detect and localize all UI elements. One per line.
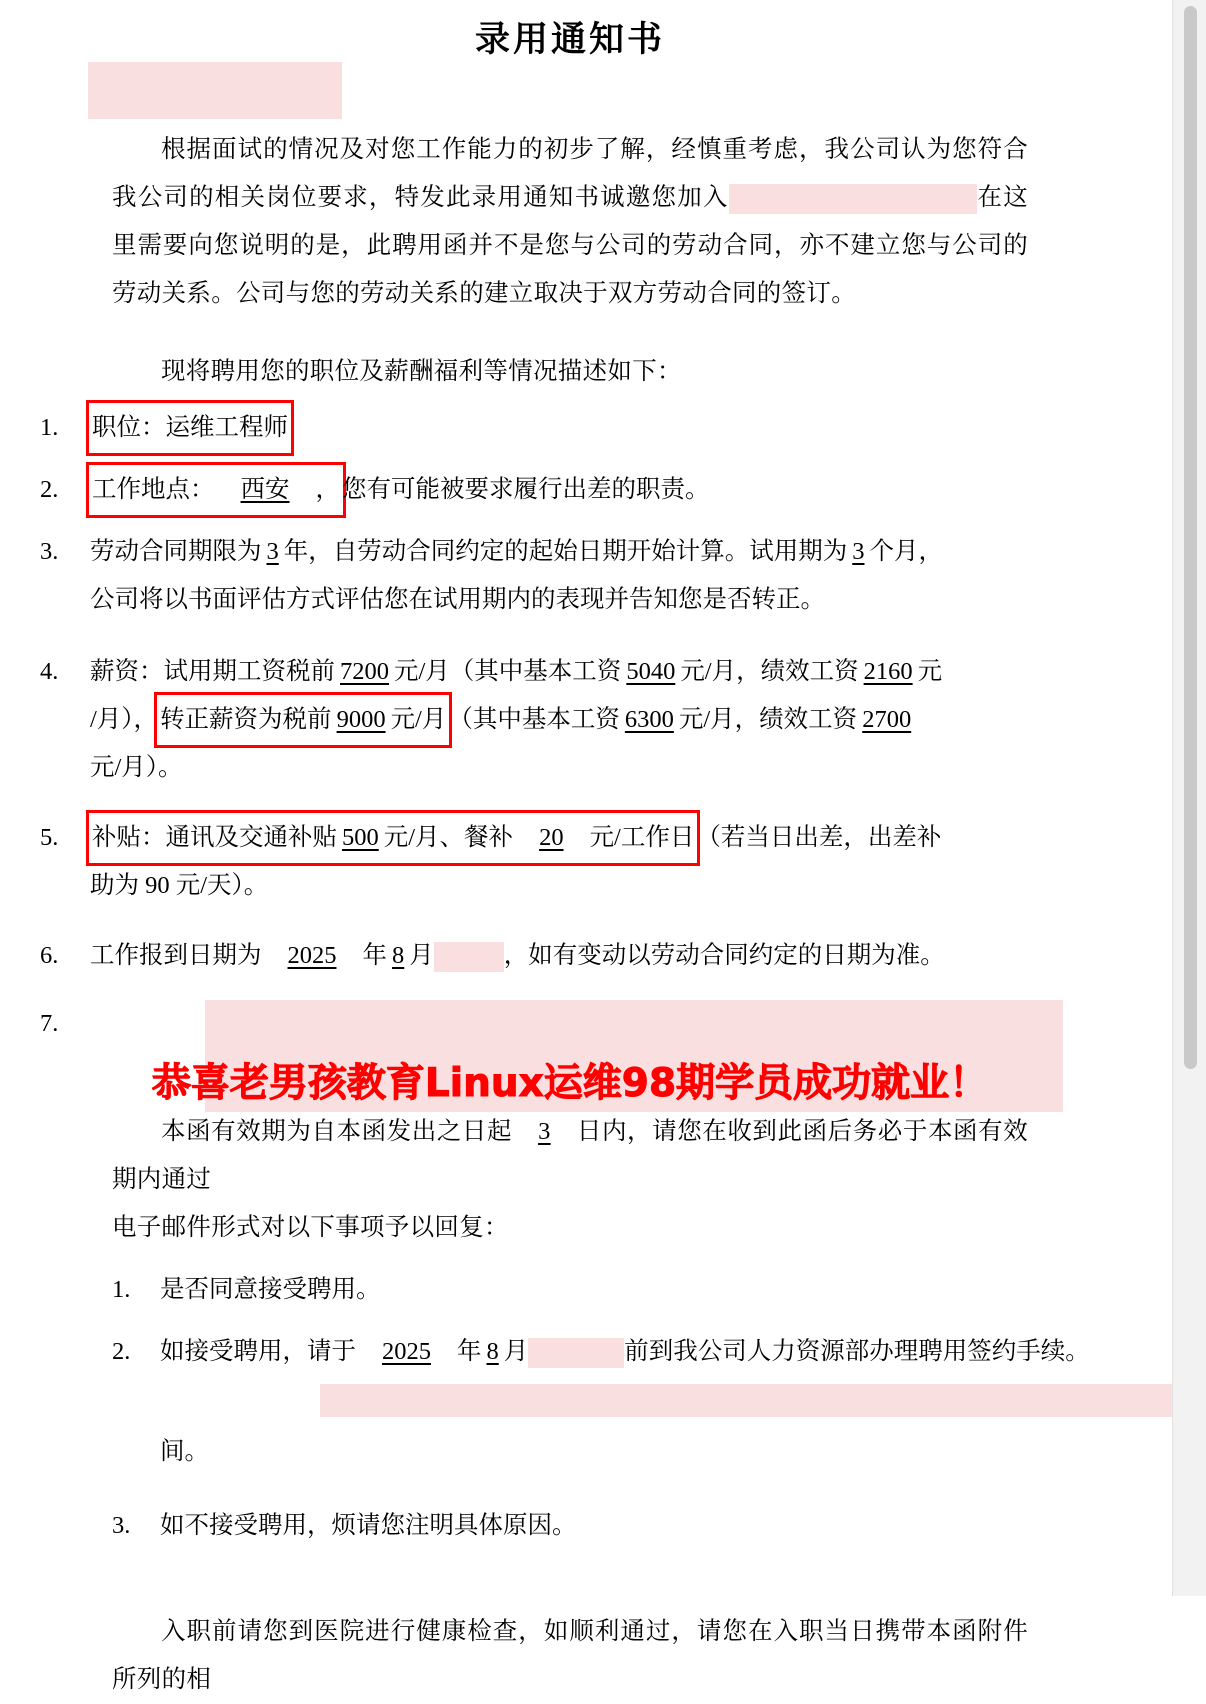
term-number-2: 2. [40,476,59,503]
term-number-5: 5. [40,824,59,851]
reply-2-month: 8 [486,1338,499,1365]
footer-paragraph [0,1608,1140,1704]
term-6-month: 8 [392,942,405,969]
redaction-block-header [88,62,342,119]
term-2-rest: 您有可能被要求履行出差的职责。 [342,476,710,503]
term-4-regular-base: 6300 [624,706,674,733]
intro-text-part2: 在这里需要向您说明的是，此聘用函并不是您与公司的劳动合同，亦不建立您与公司的劳动关系。公司与您的劳动关系的建立取决于双方劳动合同的签订。 [112,184,1028,307]
reply-item-2 [0,1328,1140,1476]
term-number-4: 4. [40,658,59,685]
term-4-regular-perf: 2700 [862,706,912,733]
term-4-text-f: （其中基本工资 [448,706,620,733]
term-3-text-b: 年，自劳动合同约定的起始日期开始计算。试用期为 [283,538,848,565]
validity-text-c: 电子邮件形式对以下事项予以回复： [112,1214,509,1241]
term-4-highlight [158,696,448,744]
term-3-text-c: 个月， [869,538,943,565]
term-4-text-e: /月）， [90,706,159,733]
term-5-mid: 元/月、餐补 [383,824,514,851]
term-3-text-a: 劳动合同期限为 [90,538,262,565]
scrollbar-track[interactable] [1172,0,1206,1596]
reply-item-3 [0,1502,1140,1550]
reply-number-1: 1. [112,1276,131,1303]
term-item-1 [0,404,1140,452]
reply-item-1 [0,1266,1140,1314]
reply-text-3: 如不接受聘用，烦请您注明具体原因。 [160,1512,577,1539]
term-6-text-a: 工作报到日期为 [90,942,262,969]
term-4-text-h: 元/月）。 [90,754,183,781]
validity-paragraph [0,1108,1140,1252]
validity-text-b: 日内，请您在收到此函后务必于本函有效期内通过 [112,1118,1028,1193]
term-4-text-d: 元 [917,658,943,685]
term-1-highlight [90,404,290,452]
term-4-regular-suffix: 元/月 [390,706,447,733]
reply-2-text-b: 年 [457,1338,482,1365]
validity-text-wrapper [112,1108,1028,1204]
reply-number-3: 3. [112,1512,131,1539]
validity-days: 3 [538,1118,551,1145]
term-4-text-b: 元/月（其中基本工资 [394,658,622,685]
term-item-4 [0,648,1140,792]
term-6-text-d: ，如有变动以劳动合同约定的日期为准。 [503,942,945,969]
page-title: 录用通知书 [474,19,665,60]
term-2-value: 西安 [240,476,290,503]
term-2-label: 工作地点： [92,476,215,503]
redaction-report-day [434,942,504,972]
term-item-6 [0,932,1140,980]
term-5-meal-allowance: 20 [539,824,564,851]
term-4-text-a: 薪资：试用期工资税前 [90,658,335,685]
term-1-label: 职位： [92,414,166,441]
redaction-reply-line [320,1384,1206,1417]
scrollbar-thumb[interactable] [1184,6,1197,1069]
term-number-7: 7. [40,1010,59,1037]
term-number-6: 6. [40,942,59,969]
term-3-years: 3 [266,538,279,565]
validity-text-a: 本函有效期为自本函发出之日起 [161,1118,513,1145]
term-5-prefix: 补贴：通讯及交通补贴 [92,824,337,851]
term-5-text-b: 助为 90 元/天）。 [90,872,269,899]
intro-paragraph-2 [0,348,1140,396]
term-item-3 [0,528,1140,624]
term-4-text-c: 元/月，绩效工资 [680,658,859,685]
term-number-1: 1. [40,414,59,441]
term-2-highlight [90,466,342,514]
reply-2-text-c: 月 [503,1338,529,1365]
term-item-2 [0,466,1140,514]
intro-text-part1: 根据面试的情况及对您工作能力的初步了解，经慎重考虑，我公司认为您符合我公司的相关岗位要求，特发此录用通知书诚邀您加入 [112,136,1028,211]
term-6-text-c: 月 [409,942,434,969]
term-4-regular-salary: 9000 [336,706,386,733]
term-5-text-a: （若当日出差，出差补 [696,824,942,851]
redaction-company-name [729,184,977,214]
promo-banner: 恭喜老男孩教育Linux运维98期学员成功就业！ [151,1061,989,1106]
term-4-probation-perf: 2160 [863,658,913,685]
intro-paragraph-1 [0,126,1140,318]
terms-list [0,404,1140,1037]
term-3-text-d: 公司将以书面评估方式评估您在试用期内的表现并告知您是否转正。 [90,586,825,613]
footer-text: 入职前请您到医院进行健康检查，如顺利通过，请您在入职当日携带本函附件所列的相 [112,1618,1028,1693]
term-item-5 [0,814,1140,910]
term-3-months: 3 [852,538,865,565]
reply-2-year: 2025 [382,1338,431,1365]
reply-number-2: 2. [112,1338,131,1365]
reply-2-text-e: 间。 [160,1438,209,1465]
term-4-regular-prefix: 转正薪资为税前 [160,706,332,733]
term-4-text-g: 元/月，绩效工资 [678,706,858,733]
term-5-suffix: 元/工作日 [589,824,695,851]
intro-text-p2: 现将聘用您的职位及薪酬福利等情况描述如下： [161,358,682,385]
term-4-probation-salary: 7200 [340,658,389,685]
term-6-year: 2025 [287,942,337,969]
reply-text-1: 是否同意接受聘用。 [160,1276,381,1303]
term-1-value: 运维工程师 [165,414,288,441]
reply-2-text-d: 前到我公司人力资源部办理聘用签约手续。 [624,1338,1090,1365]
reply-list [0,1266,1140,1550]
term-4-probation-base: 5040 [626,658,676,685]
term-6-text-b: 年 [362,942,387,969]
intro-text-wrapper [112,126,1028,318]
redaction-signing-day [528,1338,624,1368]
term-2-tail: ， [315,476,340,503]
document-body [0,62,1140,1704]
reply-2-text-a: 如接受聘用，请于 [160,1338,356,1365]
term-number-3: 3. [40,538,59,565]
term-5-highlight [90,814,696,862]
term-5-comm-allowance: 500 [342,824,379,851]
